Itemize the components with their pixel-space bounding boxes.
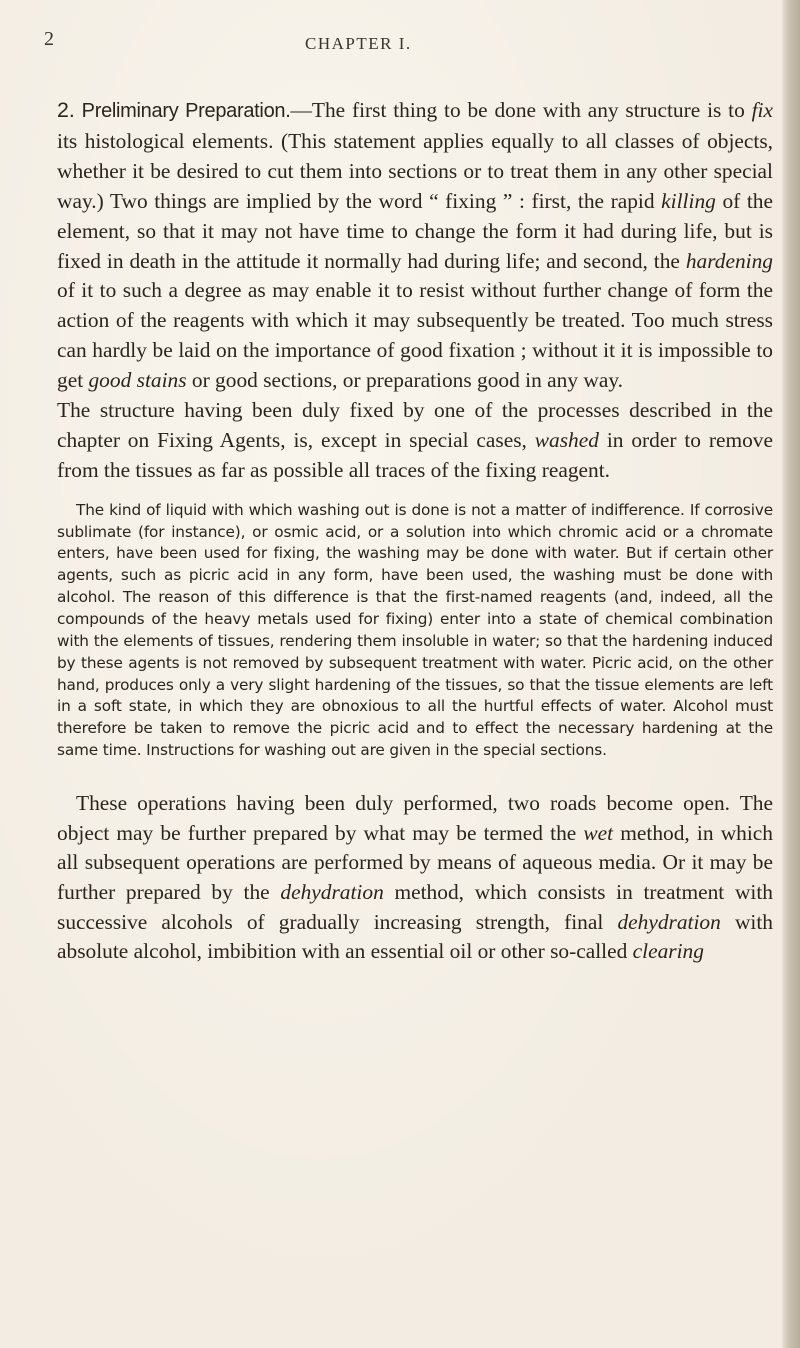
p3-text-d: with absolute alcohol, imbibition with an essential oil or other so-called bbox=[57, 909, 773, 964]
p2-italic-washed: washed bbox=[534, 427, 599, 452]
page-number: 2 bbox=[44, 28, 54, 50]
p1-italic-fix: fix bbox=[751, 98, 773, 122]
p1-italic-good-stains: good stains bbox=[88, 368, 187, 393]
p1-text-e: or good sections, or preparations good in any way. bbox=[186, 368, 623, 393]
p1-italic-hardening: hardening bbox=[685, 248, 773, 273]
p1-italic-killing: killing bbox=[661, 188, 716, 213]
p1-text-d: of it to such a degree as may enable it to resist without further change of form the action of the reagents with which it may subsequently be treated. Too much stress can hardly be laid on the importance of good fixation ; without it it is impossible to get bbox=[57, 278, 773, 393]
p1-text-b: its histological elements. (This statement applies equally to all classes of objects, whether it be desired to cut them into sections or to treat them in any other special way.) Two things are implied by the word “ fixing ” : first, the rapid bbox=[57, 128, 773, 213]
p2-text-a: The structure having been duly fixed by one of the processes described in the chapter on Fixing Agents, is, except in special cases, bbox=[57, 398, 773, 452]
continuation-paragraph bbox=[57, 789, 773, 967]
section-number: 2. bbox=[57, 98, 75, 122]
page-body bbox=[57, 96, 773, 967]
p1-text-a: —The first thing to be done with any structure is to bbox=[290, 98, 752, 122]
small-print-note: The kind of liquid with which washing out is done is not a matter of indifference. If corrosive sublimate (for instance), or osmic acid, or a solution into which chromic acid or a chromate enters, have been used for fixing, the washing may be done with water. But if certain other agents, such as picric acid in any form, have been used, the washing must be done with alcohol. The reason of this difference is that the first-named reagents (and, indeed, all the compounds of the heavy metals used for fixing) enter into a state of chemical combination with the elements of tissues, rendering them insoluble in water; so that the hardening induced by these agents is not removed by subsequent treatment with water. Picric acid, on the other hand, produces only a very slight hardening of the tissues, so that the tissue elements are left in a soft state, in which they are obnoxious to all the hurtful effects of water. Alcohol must therefore be taken to remove the picric acid and to effect the necessary hardening at the same time. Instructions for washing out are given in the special sections. bbox=[57, 500, 773, 760]
p3-italic-clearing: clearing bbox=[632, 939, 704, 964]
p3-italic-dehydration-2: dehydration bbox=[617, 909, 721, 934]
section-paragraph-2 bbox=[57, 396, 773, 486]
section-paragraph-1 bbox=[57, 96, 773, 396]
p1-text-c: of the element, so that it may not have time to change the form it had during life, but is fixed in death in the attitude it normally had during life; and second, the bbox=[57, 188, 773, 273]
p3-italic-wet: wet bbox=[583, 820, 614, 845]
p3-text-b: method, in which all subsequent operations are performed by means of aqueous media. Or it may be further prepared by the bbox=[57, 820, 773, 905]
section-heading: Preliminary Preparation. bbox=[81, 100, 291, 122]
p3-text-a: These operations having been duly performed, two roads become open. The object may be further prepared by what may be termed the bbox=[57, 790, 773, 845]
page-header bbox=[0, 28, 800, 58]
p2-text-b: in order to remove from the tissues as far as possible all traces of the fixing reagent. bbox=[57, 427, 773, 482]
page-edge-shadow bbox=[782, 0, 800, 1348]
p3-text-c: method, which consists in treatment with successive alcohols of gradually increasing strength, final bbox=[57, 880, 773, 934]
running-head: CHAPTER I. bbox=[305, 34, 412, 53]
p3-italic-dehydration: dehydration bbox=[280, 880, 384, 905]
